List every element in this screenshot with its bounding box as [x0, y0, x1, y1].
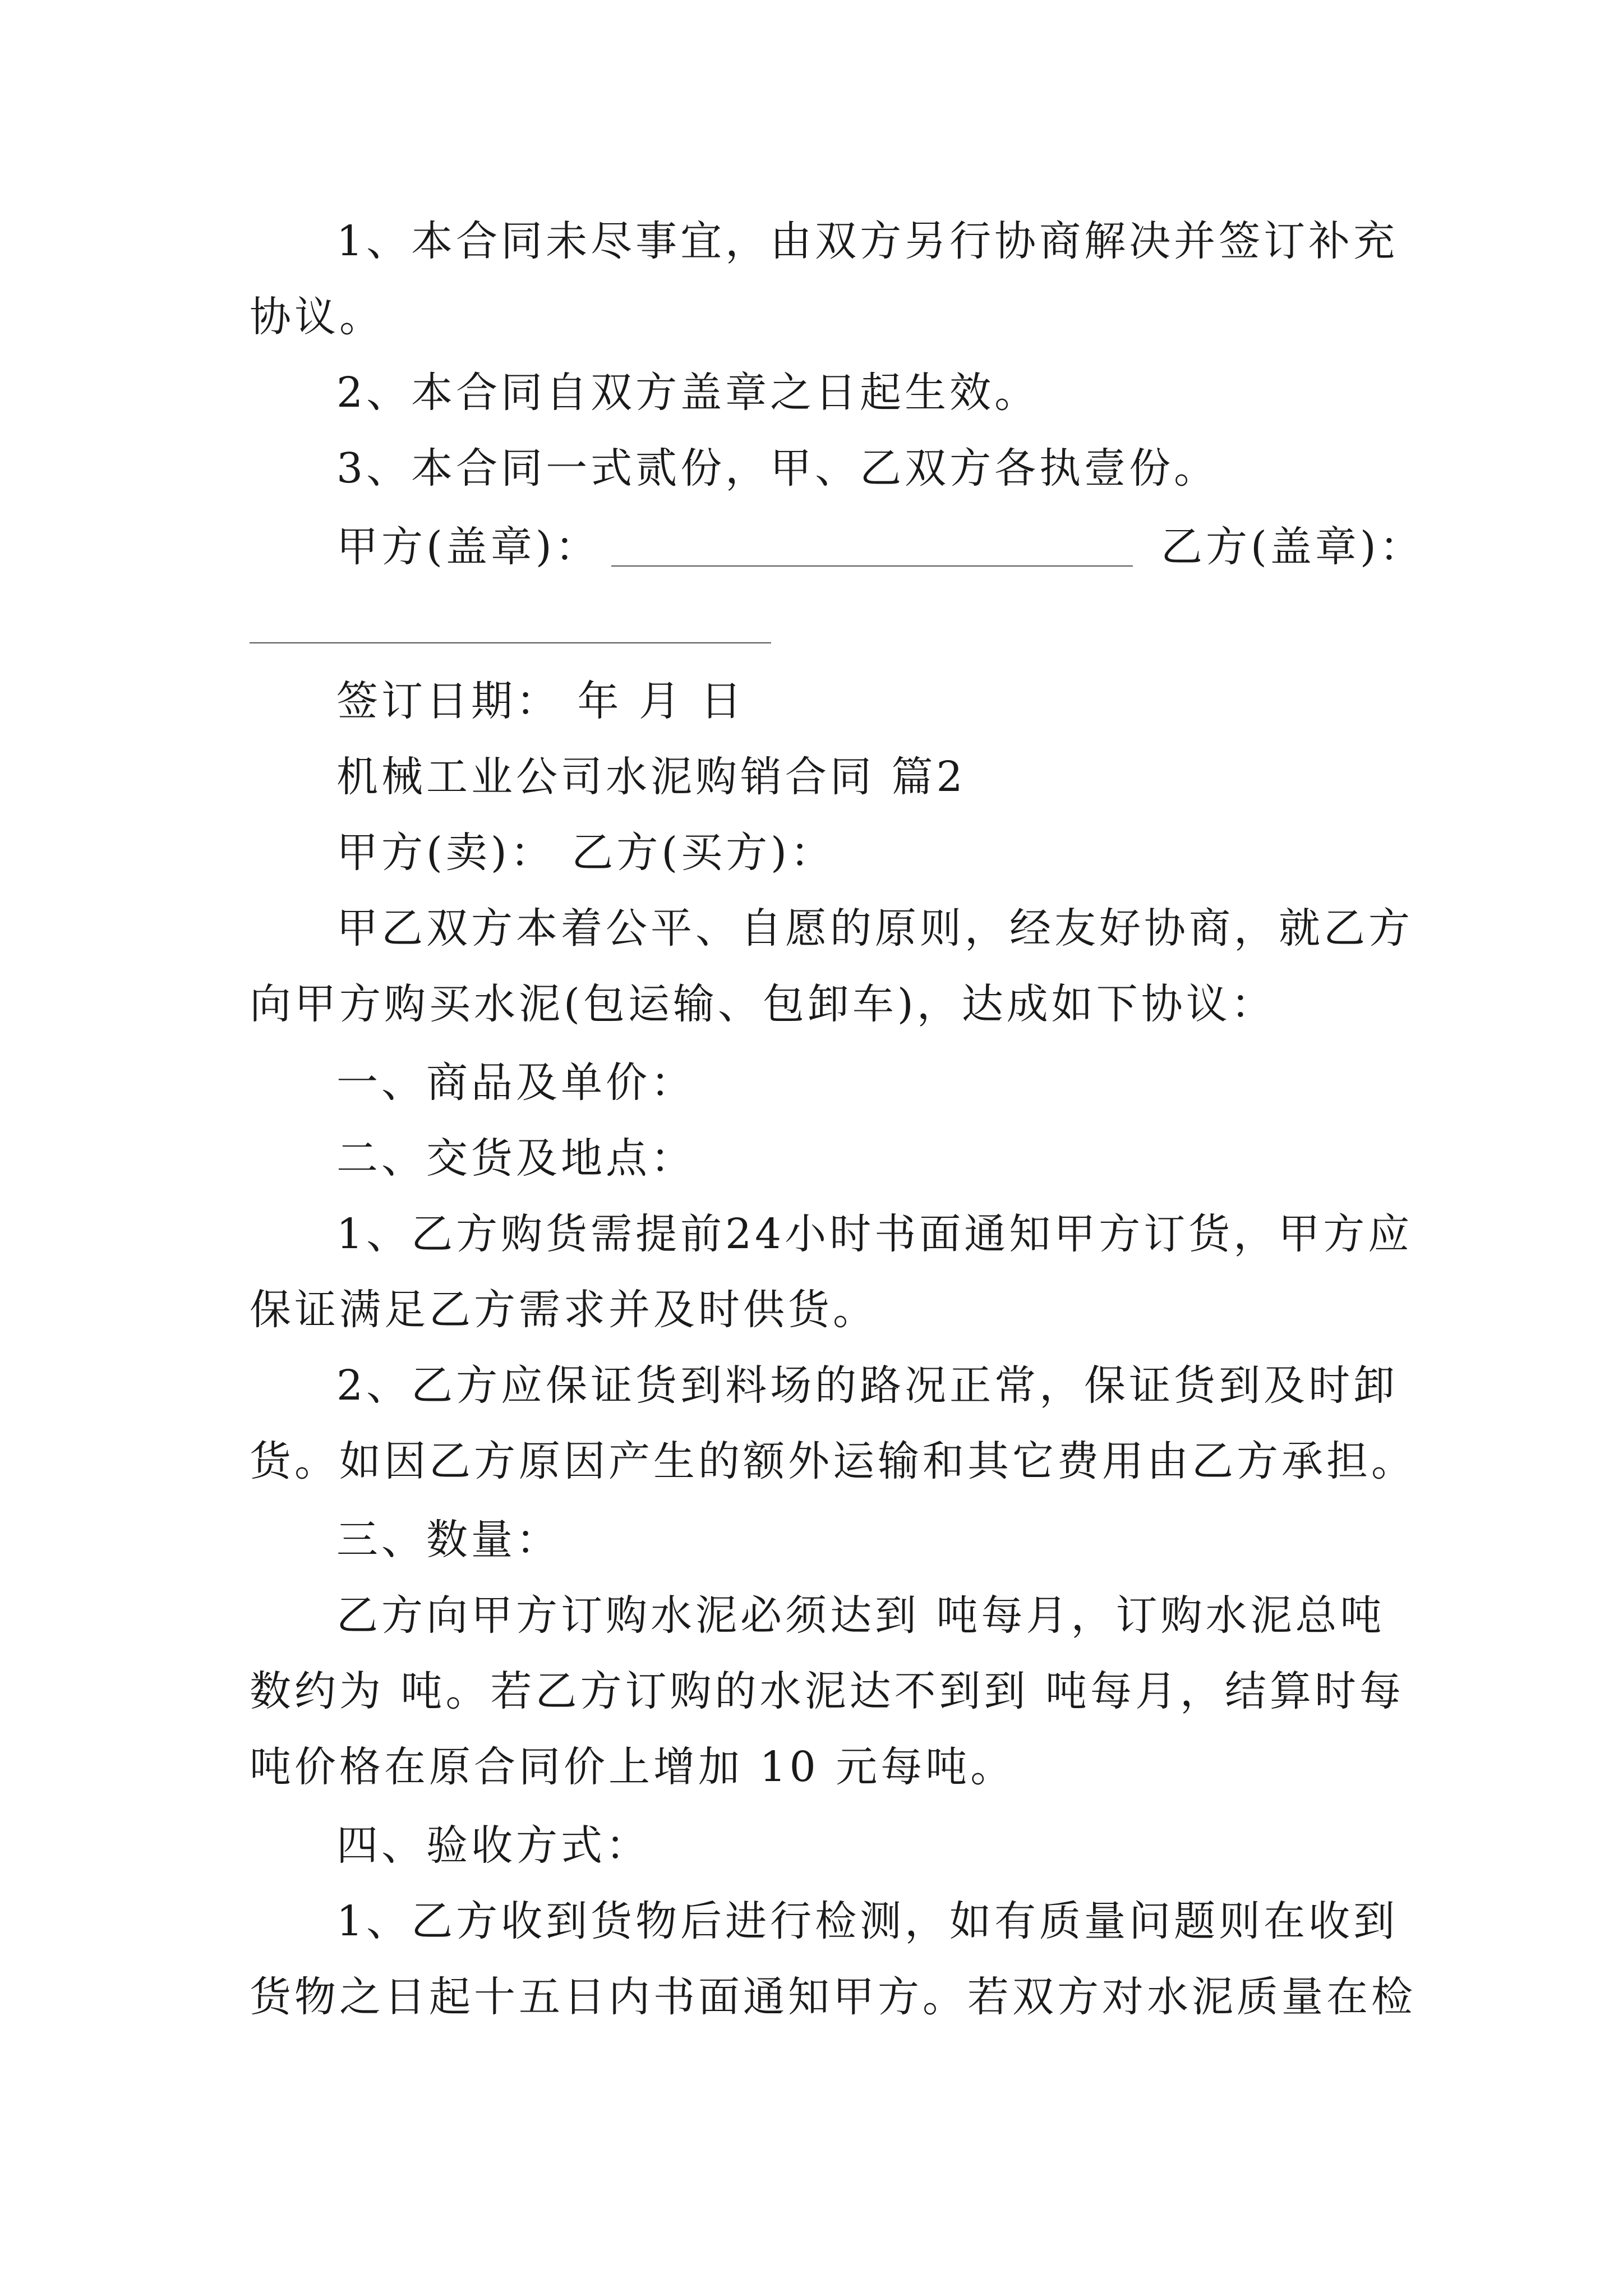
party-a-seal-label: 甲方(盖章)：	[336, 523, 600, 571]
acceptance-line2: 货物之日起十五日内书面通知甲方。若双方对水泥质量在检	[250, 1973, 1416, 2021]
delivery-clause1-line1: 1、乙方购货需提前24小时书面通知甲方订货，甲方应	[336, 1210, 1413, 1258]
clause-effective: 2、本合同自双方盖章之日起生效。	[336, 369, 1040, 417]
heading-goods-price: 一、商品及单价：	[336, 1059, 695, 1107]
clause-supplement-line1: 1、本合同未尽事宜，由双方另行协商解决并签订补充	[336, 217, 1399, 265]
signing-date: 签订日期： 年 月 日	[336, 677, 745, 725]
preamble-line2: 向甲方购买水泥(包运输、包卸车)，达成如下协议：	[250, 980, 1276, 1028]
heading-quantity: 三、数量：	[336, 1516, 561, 1564]
party-b-seal-underline	[250, 642, 771, 643]
acceptance-line1: 1、乙方收到货物后进行检测，如有质量问题则在收到	[336, 1897, 1399, 1945]
heading-delivery: 二、交货及地点：	[336, 1134, 695, 1182]
clause-supplement-line2: 协议。	[250, 293, 384, 341]
delivery-clause2-line2: 货。如因乙方原因产生的额外运输和其它费用由乙方承担。	[250, 1437, 1416, 1485]
delivery-clause1-line2: 保证满足乙方需求并及时供货。	[250, 1286, 878, 1334]
heading-acceptance: 四、验收方式：	[336, 1821, 651, 1870]
party-a-seal-underline	[611, 565, 1133, 567]
quantity-line2: 数约为 吨。若乙方订购的水泥达不到到 吨每月，结算时每	[250, 1667, 1405, 1715]
party-b-seal-label: 乙方(盖章)：	[1161, 523, 1424, 571]
preamble-line1: 甲乙双方本着公平、自愿的原则，经友好协商，就乙方	[336, 904, 1413, 953]
parties-line: 甲方(卖)： 乙方(买方)：	[336, 829, 836, 877]
delivery-clause2-line1: 2、乙方应保证货到料场的路况正常，保证货到及时卸	[336, 1361, 1399, 1410]
quantity-line1: 乙方向甲方订购水泥必须达到 吨每月，订购水泥总吨	[336, 1591, 1385, 1640]
quantity-line3: 吨价格在原合同价上增加 10 元每吨。	[250, 1743, 1016, 1791]
section-title: 机械工业公司水泥购销合同 篇2	[336, 753, 966, 801]
clause-copies: 3、本合同一式贰份，甲、乙双方各执壹份。	[336, 444, 1219, 493]
